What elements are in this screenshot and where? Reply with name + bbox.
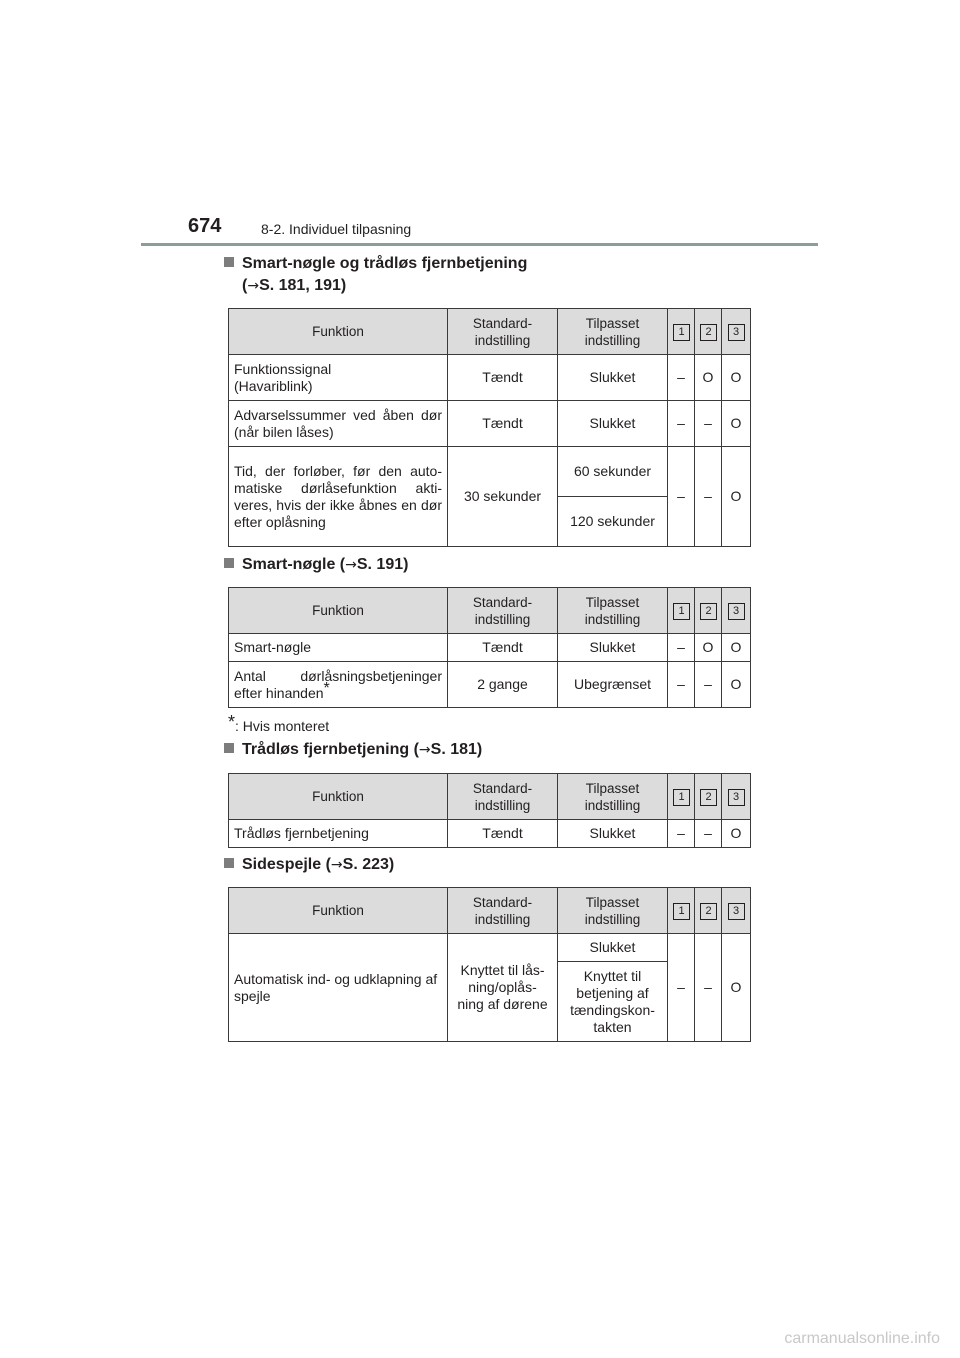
square-bullet-icon [224, 257, 234, 267]
cell-1: – [668, 662, 695, 708]
header-rule [141, 243, 818, 246]
cell-tilpasset: Ubegrænset [558, 662, 668, 708]
cell-funktion: Tid, der forløber, før den auto-matiske dørlåsefunktion akti-veres, hvis der ikke åbnes en dør efter oplåsning [229, 447, 448, 547]
cell-3: O [722, 934, 751, 1042]
footnote: *: Hvis monteret [228, 712, 330, 734]
settings-table-smart-key [228, 587, 751, 708]
chapter-title: 8-2. Individuel tilpasning [261, 221, 412, 237]
square-bullet-icon [224, 743, 234, 753]
cell-tilpasset-option: 60 sekunder [558, 447, 668, 497]
col-header-3: 3 [722, 309, 751, 355]
watermark: carmanualsonline.info [784, 1330, 940, 1347]
table-row [229, 662, 751, 708]
cell-standard: Knyttet til lås- ning/oplås- ning af dørene [448, 934, 558, 1042]
cell-tilpasset: Slukket [558, 401, 668, 447]
cell-tilpasset-option: Slukket [558, 934, 668, 962]
cell-2: – [695, 447, 722, 547]
cell-standard: Tændt [448, 634, 558, 662]
table-row [229, 355, 751, 401]
cell-tilpasset-option: 120 sekunder [558, 497, 668, 547]
col-header-1: 1 [668, 588, 695, 634]
col-header-funktion: Funktion [229, 774, 448, 820]
col-header-standard: Standard- indstilling [448, 588, 558, 634]
cell-3: O [722, 634, 751, 662]
footnote-star: * [323, 679, 330, 697]
col-header-standard: Standard- indstilling [448, 888, 558, 934]
cell-1: – [668, 355, 695, 401]
cell-3: O [722, 662, 751, 708]
cell-2: O [695, 634, 722, 662]
section-heading-smart-key: Smart-nøgle (→S. 191) [224, 554, 408, 576]
col-header-1: 1 [668, 309, 695, 355]
settings-table-remote [228, 773, 751, 848]
cell-2: – [695, 662, 722, 708]
cell-standard: Tændt [448, 401, 558, 447]
table-row [229, 447, 751, 497]
cell-3: O [722, 401, 751, 447]
col-header-funktion: Funktion [229, 309, 448, 355]
col-header-tilpasset: Tilpasset indstilling [558, 309, 668, 355]
col-header-1: 1 [668, 888, 695, 934]
table-header-row [229, 309, 751, 355]
table-header-row [229, 774, 751, 820]
table-row [229, 934, 751, 962]
col-header-tilpasset: Tilpasset indstilling [558, 588, 668, 634]
cell-1: – [668, 820, 695, 848]
cell-funktion: Automatisk ind- og udklapning af spejle [229, 934, 448, 1042]
col-header-standard: Standard- indstilling [448, 774, 558, 820]
cell-2: – [695, 820, 722, 848]
table-header-row [229, 888, 751, 934]
col-header-standard: Standard- indstilling [448, 309, 558, 355]
cell-tilpasset-option: Knyttet til betjening af tændingskon- takten [558, 962, 668, 1042]
settings-table-mirrors [228, 887, 751, 1042]
cell-tilpasset: Slukket [558, 820, 668, 848]
col-header-1: 1 [668, 774, 695, 820]
cell-funktion: Smart-nøgle [229, 634, 448, 662]
col-header-funktion: Funktion [229, 888, 448, 934]
col-header-3: 3 [722, 774, 751, 820]
cell-funktion: Trådløs fjernbetjening [229, 820, 448, 848]
col-header-2: 2 [695, 888, 722, 934]
table-row [229, 820, 751, 848]
col-header-tilpasset: Tilpasset indstilling [558, 888, 668, 934]
cell-standard: 30 sekunder [448, 447, 558, 547]
page-number: 674 [188, 215, 222, 237]
cell-1: – [668, 447, 695, 547]
col-header-2: 2 [695, 588, 722, 634]
col-header-2: 2 [695, 774, 722, 820]
table-header-row [229, 588, 751, 634]
section-heading-mirrors: Sidespejle (→S. 223) [224, 854, 394, 876]
cell-2: – [695, 934, 722, 1042]
cell-3: O [722, 820, 751, 848]
cell-standard: Tændt [448, 820, 558, 848]
section-heading-remote: Trådløs fjernbetjening (→S. 181) [224, 739, 482, 761]
table-row [229, 401, 751, 447]
cell-1: – [668, 934, 695, 1042]
col-header-funktion: Funktion [229, 588, 448, 634]
cell-funktion: Antal dørlåsningsbetjeninger efter hinanden* [229, 662, 448, 708]
cell-standard: 2 gange [448, 662, 558, 708]
section-heading-smart-key-remote: Smart-nøgle og trådløs fjernbetjening (→S. 181, 191) [224, 253, 527, 297]
cell-funktion: Advarselssummer ved åben dør (når bilen låses) [229, 401, 448, 447]
cell-tilpasset: Slukket [558, 355, 668, 401]
cell-3: O [722, 355, 751, 401]
col-header-2: 2 [695, 309, 722, 355]
col-header-tilpasset: Tilpasset indstilling [558, 774, 668, 820]
col-header-3: 3 [722, 888, 751, 934]
square-bullet-icon [224, 858, 234, 868]
table-row [229, 634, 751, 662]
cell-3: O [722, 447, 751, 547]
col-header-3: 3 [722, 588, 751, 634]
cell-1: – [668, 634, 695, 662]
cell-tilpasset: Slukket [558, 634, 668, 662]
cell-funktion: Funktionssignal (Havariblink) [229, 355, 448, 401]
cell-standard: Tændt [448, 355, 558, 401]
square-bullet-icon [224, 558, 234, 568]
settings-table-smart-key-remote [228, 308, 751, 547]
cell-1: – [668, 401, 695, 447]
cell-2: – [695, 401, 722, 447]
cell-2: O [695, 355, 722, 401]
page-reference: (→S. 181, 191) [242, 277, 347, 294]
